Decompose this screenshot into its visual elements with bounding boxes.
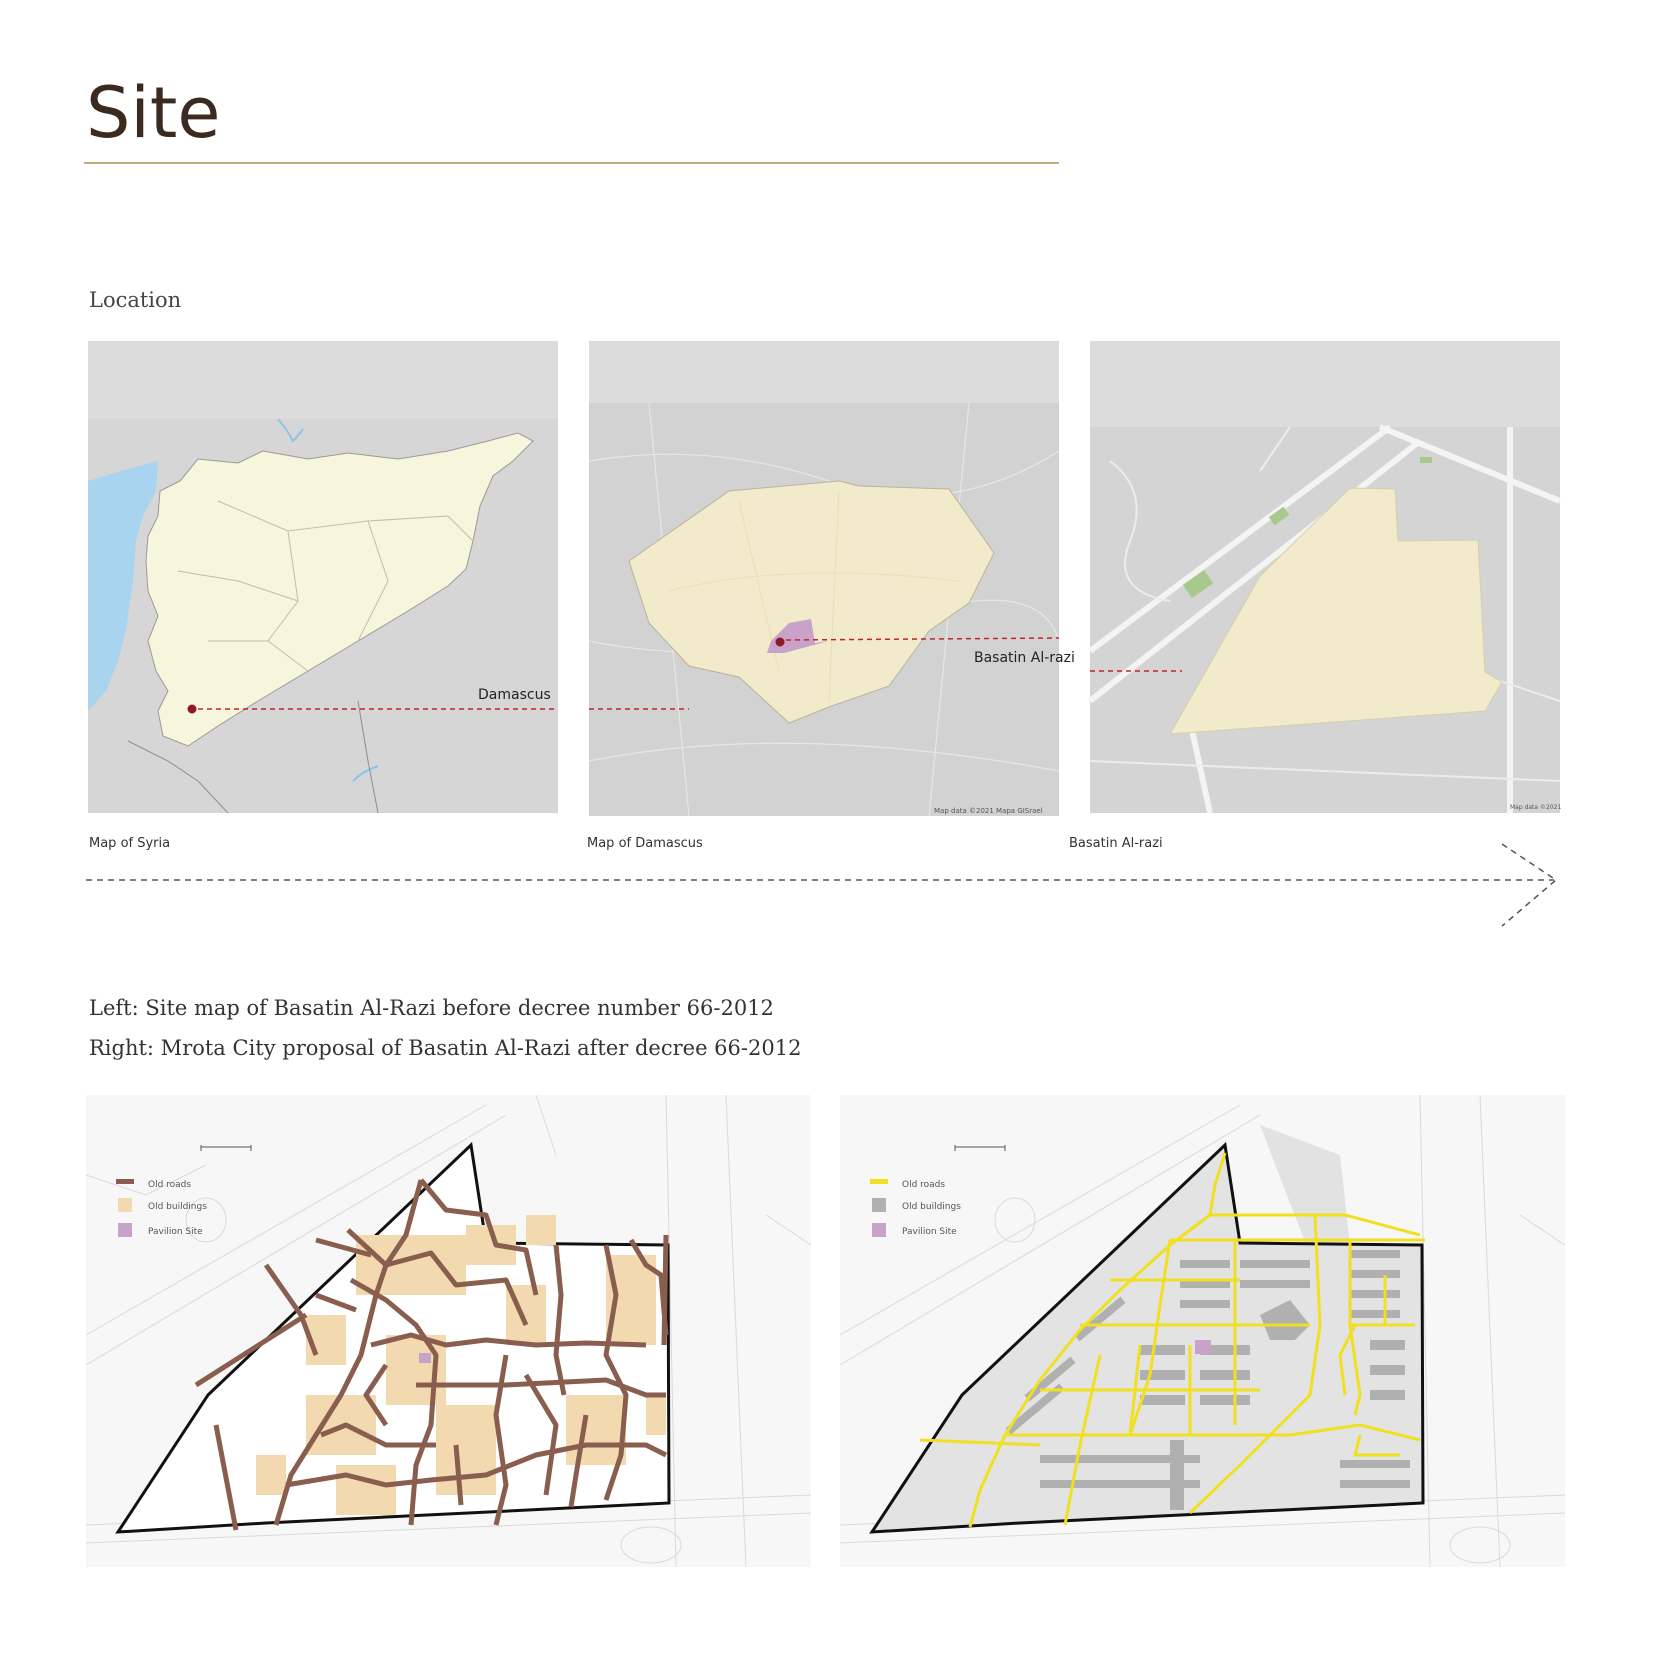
map-basatin-panel[interactable] xyxy=(1090,341,1560,813)
page-title: Site xyxy=(86,72,221,154)
title-divider xyxy=(84,162,1059,164)
site-map-after[interactable] xyxy=(840,1095,1565,1567)
site-map-before[interactable] xyxy=(86,1095,811,1567)
basatin-label: Basatin Al-razi xyxy=(974,650,1075,666)
map-syria-panel[interactable] xyxy=(88,341,558,813)
legend-swatch xyxy=(116,1179,134,1184)
caption-damascus: Map of Damascus xyxy=(587,836,703,851)
legend-label: Old roads xyxy=(148,1180,192,1190)
legend-swatch xyxy=(872,1223,886,1237)
caption-syria: Map of Syria xyxy=(89,836,171,851)
map-credit-2: Map data ©2021 xyxy=(1510,804,1562,811)
legend-swatch xyxy=(870,1179,888,1184)
map-damascus-panel[interactable] xyxy=(589,341,1075,816)
basatin-map xyxy=(1090,341,1560,813)
legend-label: Pavilion Site xyxy=(148,1227,203,1237)
caption-basatin: Basatin Al-razi xyxy=(1069,836,1163,851)
basatin-marker[interactable] xyxy=(776,638,785,647)
progression-arrow xyxy=(84,838,1564,928)
damascus-label: Damascus xyxy=(478,687,551,703)
legend-swatch xyxy=(872,1198,886,1212)
legend-label: Old buildings xyxy=(902,1202,961,1212)
site-map-description-left: Left: Site map of Basatin Al-Razi before decree number 66-2012 xyxy=(89,996,774,1020)
pavilion-site[interactable] xyxy=(419,1353,431,1363)
legend-label: Pavilion Site xyxy=(902,1227,957,1237)
legend-swatch xyxy=(118,1223,132,1237)
location-heading: Location xyxy=(89,288,182,312)
syria-map xyxy=(88,341,558,813)
legend-label: Old roads xyxy=(902,1180,946,1190)
pavilion-site[interactable] xyxy=(1195,1340,1211,1354)
legend-swatch xyxy=(118,1198,132,1212)
damascus-map xyxy=(589,341,1075,816)
legend-label: Old buildings xyxy=(148,1202,207,1212)
map-credit: Map data ©2021 Mapa GISrael xyxy=(934,807,1043,815)
site-map-description-right: Right: Mrota City proposal of Basatin Al-Razi after decree 66-2012 xyxy=(89,1036,802,1060)
damascus-marker[interactable] xyxy=(188,705,197,714)
